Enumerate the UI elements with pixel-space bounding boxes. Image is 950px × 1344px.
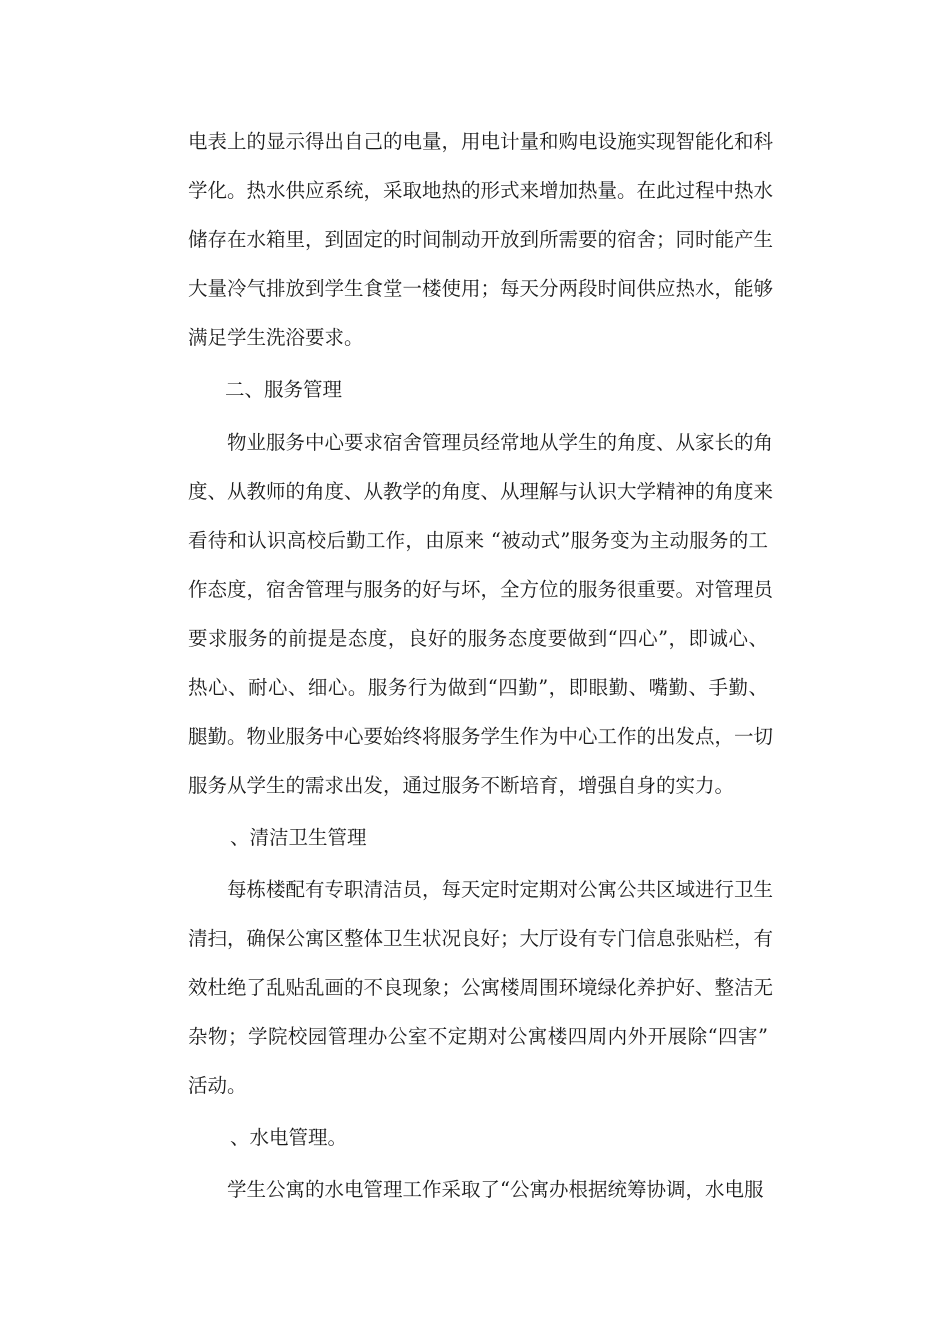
paragraph-2-line-2: 度、从教师的角度、从教学的角度、从理解与认识大学精神的角度来 — [188, 480, 774, 503]
section-heading-cleaning: 、清洁卫生管理 — [230, 826, 367, 849]
paragraph-2-line-8: 服务从学生的需求出发，通过服务不断培育，增强自身的实力。 — [188, 774, 735, 797]
paragraph-1-line-4: 大量冷气排放到学生食堂一楼使用；每天分两段时间供应热水，能够 — [188, 277, 774, 300]
paragraph-3-line-3: 效杜绝了乱贴乱画的不良现象；公寓楼周围环境绿化养护好、整洁无 — [188, 976, 774, 999]
paragraph-2-line-4: 作态度，宿舍管理与服务的好与坏，全方位的服务很重要。对管理员 — [188, 578, 774, 601]
paragraph-1-line-3: 储存在水箱里，到固定的时间制动开放到所需要的宿舍；同时能产生 — [188, 228, 774, 251]
paragraph-2-line-5: 要求服务的前提是态度，良好的服务态度要做到“四心”，即诚心、 — [188, 627, 768, 650]
section-heading-service: 二、服务管理 — [225, 378, 343, 401]
paragraph-3-line-4: 杂物；学院校园管理办公室不定期对公寓楼四周内外开展除“四害” — [188, 1025, 768, 1048]
paragraph-1-line-2: 学化。热水供应系统，采取地热的形式来增加热量。在此过程中热水 — [188, 179, 774, 202]
paragraph-3-line-5: 活动。 — [188, 1074, 247, 1097]
paragraph-4-line-1: 学生公寓的水电管理工作采取了“公寓办根据统筹协调，水电服 — [227, 1178, 764, 1201]
paragraph-2-line-6: 热心、耐心、细心。服务行为做到“四勤”，即眼勤、嘴勤、手勤、 — [188, 676, 768, 699]
paragraph-1-line-1: 电表上的显示得出自己的电量，用电计量和购电设施实现智能化和科 — [188, 130, 774, 153]
paragraph-3-line-1: 每栋楼配有专职清洁员，每天定时定期对公寓公共区域进行卫生 — [227, 878, 774, 901]
paragraph-1-line-5: 满足学生洗浴要求。 — [188, 326, 364, 349]
paragraph-3-line-2: 清扫，确保公寓区整体卫生状况良好；大厅设有专门信息张贴栏，有 — [188, 927, 774, 950]
paragraph-2-line-7: 腿勤。物业服务中心要始终将服务学生作为中心工作的出发点，一切 — [188, 725, 774, 748]
paragraph-2-line-1: 物业服务中心要求宿舍管理员经常地从学生的角度、从家长的角 — [227, 431, 774, 454]
section-heading-utilities: 、水电管理。 — [230, 1126, 348, 1149]
paragraph-2-line-3: 看待和认识高校后勤工作，由原来 “被动式”服务变为主动服务的工 — [188, 529, 768, 552]
